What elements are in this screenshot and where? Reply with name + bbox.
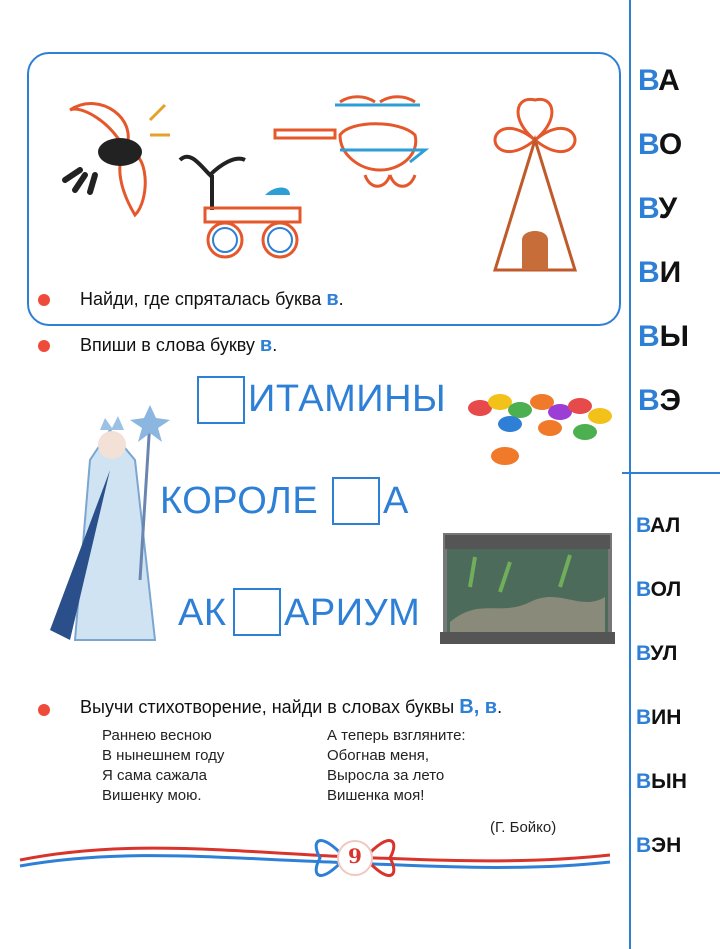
task-write-letter-highlight: в [259, 334, 273, 356]
letter-box[interactable] [233, 588, 281, 636]
hidden-letter-pictures [40, 80, 620, 280]
word-val: ВАЛ [636, 514, 681, 537]
bullet-dot [38, 340, 50, 352]
sidebar-section-divider [622, 472, 720, 474]
poem-line: Выросла за лето [327, 767, 445, 784]
windmill-picture [495, 99, 575, 270]
task-find-letter: Найди, где спряталась буква в. [80, 288, 344, 310]
poem-right-column [327, 726, 466, 806]
queen-illustration [30, 400, 190, 650]
word-akvarium-part1: АК [178, 592, 227, 634]
ribbon-decoration [0, 820, 625, 890]
poem-line: А теперь взгляните: [327, 727, 466, 744]
word-vol: ВОЛ [636, 578, 682, 601]
word-akvarium-part2: АРИУМ [284, 592, 421, 634]
poem-left-column [102, 726, 224, 806]
task-learn-text: Выучи стихотворение, найди в словах буквы [80, 697, 460, 717]
helicopter-picture [275, 97, 425, 187]
page-number: 9 [348, 844, 362, 868]
task-find-letter-highlight: в [326, 288, 339, 310]
bullet-dot [38, 704, 50, 716]
word-koroleva-part1: КОРОЛЕ [160, 480, 319, 522]
letter-box[interactable] [332, 477, 380, 525]
task-learn-letters-highlight: В, в [459, 696, 498, 718]
sidebar-divider [629, 0, 631, 949]
word-vyn: ВЫН [636, 770, 687, 793]
bullet-dot [38, 294, 50, 306]
poem-line: Обогнав меня, [327, 747, 430, 764]
word-ven: ВЭН [636, 834, 682, 857]
poem-line: Вишенка моя! [327, 787, 425, 804]
poem-author: (Г. Бойко) [490, 819, 557, 836]
task-write-text: Впиши в слова букву [80, 335, 260, 355]
poem-line: Вишенку мою. [102, 787, 202, 804]
task-learn-poem: Выучи стихотворение, найди в словах буквы В, в. [80, 696, 503, 718]
poem-line: Я сама сажала [102, 767, 207, 784]
syllable-vu: ВУ [638, 192, 678, 225]
syllable-vi: ВИ [638, 256, 682, 289]
word-vul: ВУЛ [636, 642, 678, 665]
word-koroleva-part2: А [383, 480, 409, 522]
task-find-text: Найди, где спряталась буква [80, 289, 327, 309]
syllable-ve: ВЭ [638, 384, 682, 417]
word-vitaminy: ИТАМИНЫ [248, 378, 447, 420]
letter-box[interactable] [197, 376, 245, 424]
task-write-letter: Впиши в слова букву в. [80, 334, 278, 356]
syllable-va: ВА [638, 64, 680, 97]
word-vin: ВИН [636, 706, 682, 729]
aquarium-picture [440, 527, 615, 647]
syllable-vy: ВЫ [638, 320, 690, 353]
candies-picture [460, 388, 620, 473]
scooter-picture [180, 157, 300, 257]
syllable-vo: ВО [638, 128, 683, 161]
poem-line: Раннею весною [102, 727, 212, 744]
poem-line: В нынешнем году [102, 747, 225, 764]
